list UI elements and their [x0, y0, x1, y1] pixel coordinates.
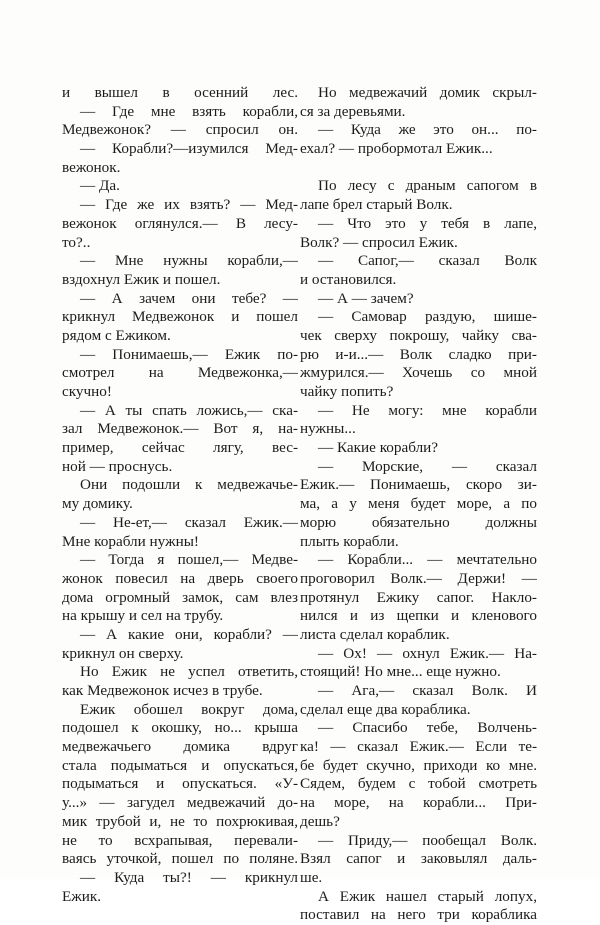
text-line: — Куда ты?! — крикнул [80, 868, 298, 886]
text-line: проговорил Волк.— Держи! — [300, 569, 537, 587]
text-line: — Ага,— сказал Волк. И [318, 682, 537, 699]
text-line: чайку попить? [300, 383, 394, 400]
text-line: — А — зачем? [318, 289, 414, 307]
text-line: ваясь уточкой, пошел по поляне. [62, 850, 298, 868]
left-text-column [62, 84, 298, 906]
text-line: как Медвежонок исчез в трубе. [62, 682, 263, 699]
text-line: — Понимаешь,— Ежик по- [80, 345, 298, 363]
text-line: Взял сапог и заковылял даль- [300, 850, 537, 868]
text-line: — Корабли... — мечтательно [318, 551, 537, 569]
text-line: — Тогда я пошел,— Медве- [80, 551, 298, 569]
text-line: ехал? — пробормотал Ежик... [300, 140, 493, 158]
text-line: — Куда же это он... по- [318, 121, 537, 139]
text-line [300, 159, 537, 178]
text-line: медвежачьего домика вдруг [62, 738, 298, 756]
text-line: скучно! [62, 383, 112, 400]
text-line: ка! — сказал Ежик.— Если те- [300, 738, 537, 756]
text-line: у...» — загудел медвежачий до- [62, 794, 298, 812]
text-line: — Приду,— пообещал Волк. [318, 831, 537, 849]
text-line: зал Медвежонок.— Вот я, на- [62, 420, 298, 438]
text-line: крикнул Медвежонок и пошел [62, 308, 298, 326]
text-line: протянул Ежику сапог. Накло- [300, 588, 537, 606]
text-line: и остановился. [300, 270, 397, 288]
text-line: дома огромный замок, сам влез [62, 588, 298, 606]
text-line: чек сверху покрошу, чайку сва- [300, 326, 537, 344]
text-line: листа сделал кораблик. [300, 625, 450, 643]
text-line: — Морские, — сказал [318, 457, 537, 475]
text-line: Они подошли к медвежачье- [80, 476, 298, 494]
text-line: Ежик. [62, 887, 102, 905]
text-line: Но медвежачий домик скрыл- [318, 84, 537, 101]
text-line: — А зачем они тебе? — [80, 289, 298, 307]
text-line: — Самовар раздую, шише- [318, 308, 537, 326]
text-line: Мне корабли нужны! [62, 532, 199, 550]
text-line: — Что это у тебя в лапе, [318, 214, 537, 232]
text-line: не то всхрапывая, перевали- [62, 831, 298, 849]
text-line: смотрел на Медвежонка,— [62, 364, 298, 382]
text-line: вздохнул Ежик и пошел. [62, 270, 221, 288]
text-line: му домику. [62, 495, 133, 513]
text-line: Сядем, будем с тобой смотреть [300, 775, 537, 793]
text-line: А Ежик нашел старый лопух, [318, 887, 537, 905]
text-line: — Не-ет,— сказал Ежик.— [80, 513, 298, 531]
text-line: крикнул он сверху. [62, 644, 184, 662]
text-line: ной — проснусь. [62, 457, 173, 475]
text-line: — Где мне взять корабли, [80, 102, 298, 120]
text-line: подыматься и опускаться. «У- [62, 775, 298, 793]
text-line: — Спасибо тебе, Волчень- [318, 719, 537, 737]
text-line: — Не могу: мне корабли [318, 401, 537, 419]
text-line: — Где же их взять? — Мед- [80, 196, 298, 214]
text-line: сделал еще два кораблика. [300, 700, 471, 718]
text-line: вежонок оглянулся.— В лесу- [62, 214, 298, 232]
text-line: морю обязательно должны [300, 513, 537, 531]
text-line: плыть корабли. [300, 532, 399, 550]
text-line: — Да. [80, 177, 120, 195]
text-line: — Сапог,— сказал Волк [318, 252, 537, 270]
text-line: Медвежонок? — спросил он. [62, 121, 298, 139]
text-line: мик трубой и, не то похрюкивая, [62, 812, 298, 830]
text-line: на крышу и сел на трубу. [62, 607, 224, 625]
text-line: жмурился.— Хочешь со мной [300, 364, 537, 382]
text-line: рядом с Ежиком. [62, 326, 171, 344]
text-line: Волк? — спросил Ежик. [300, 233, 458, 251]
text-line: — А ты спать ложись,— ска- [80, 401, 298, 419]
text-line: ше. [300, 868, 323, 886]
text-line: Но Ежик не успел ответить, [80, 663, 298, 681]
text-line: подошел к окошку, но... крыша [62, 719, 298, 737]
text-line: бе будет скучно, приходи ко мне. [300, 756, 537, 774]
text-line: вежонок. [62, 158, 121, 176]
text-line: поставил на него три кораблика [300, 906, 537, 924]
text-line: Ежик обошел вокруг дома, [80, 700, 298, 718]
text-line: рю и-и...— Волк сладко при- [300, 345, 537, 363]
text-line: ся за деревьями. [300, 102, 406, 120]
text-line: — Какие корабли? [318, 439, 439, 457]
text-line: и вышел в осенний лес. [62, 84, 298, 101]
text-line: нужны... [300, 420, 356, 438]
text-line: По лесу с драным сапогом в [318, 177, 537, 195]
text-line: на море, на корабли... При- [300, 794, 537, 812]
text-line: — Корабли?—изумился Мед- [80, 140, 298, 158]
text-line: то?.. [62, 233, 91, 251]
text-line: — Ох! — охнул Ежик.— На- [318, 644, 537, 662]
text-line: дешь? [300, 812, 340, 830]
text-line: лапе брел старый Волк. [300, 196, 453, 214]
text-line: Ежик.— Понимаешь, скоро зи- [300, 476, 537, 494]
right-text-column [300, 84, 537, 925]
text-line: пример, сейчас лягу, вес- [62, 439, 298, 457]
text-line: — Мне нужны корабли,— [80, 252, 298, 270]
text-line: стала подыматься и опускаться, [62, 756, 298, 774]
text-line: стоящий! Но мне... еще нужно. [300, 663, 501, 681]
text-line: жонок повесил на дверь своего [62, 569, 298, 587]
text-line: нился и из щепки и кленового [300, 607, 537, 625]
text-line: — А какие они, корабли? — [80, 625, 298, 643]
text-line: ма, а у меня будет море, а по [300, 495, 537, 513]
